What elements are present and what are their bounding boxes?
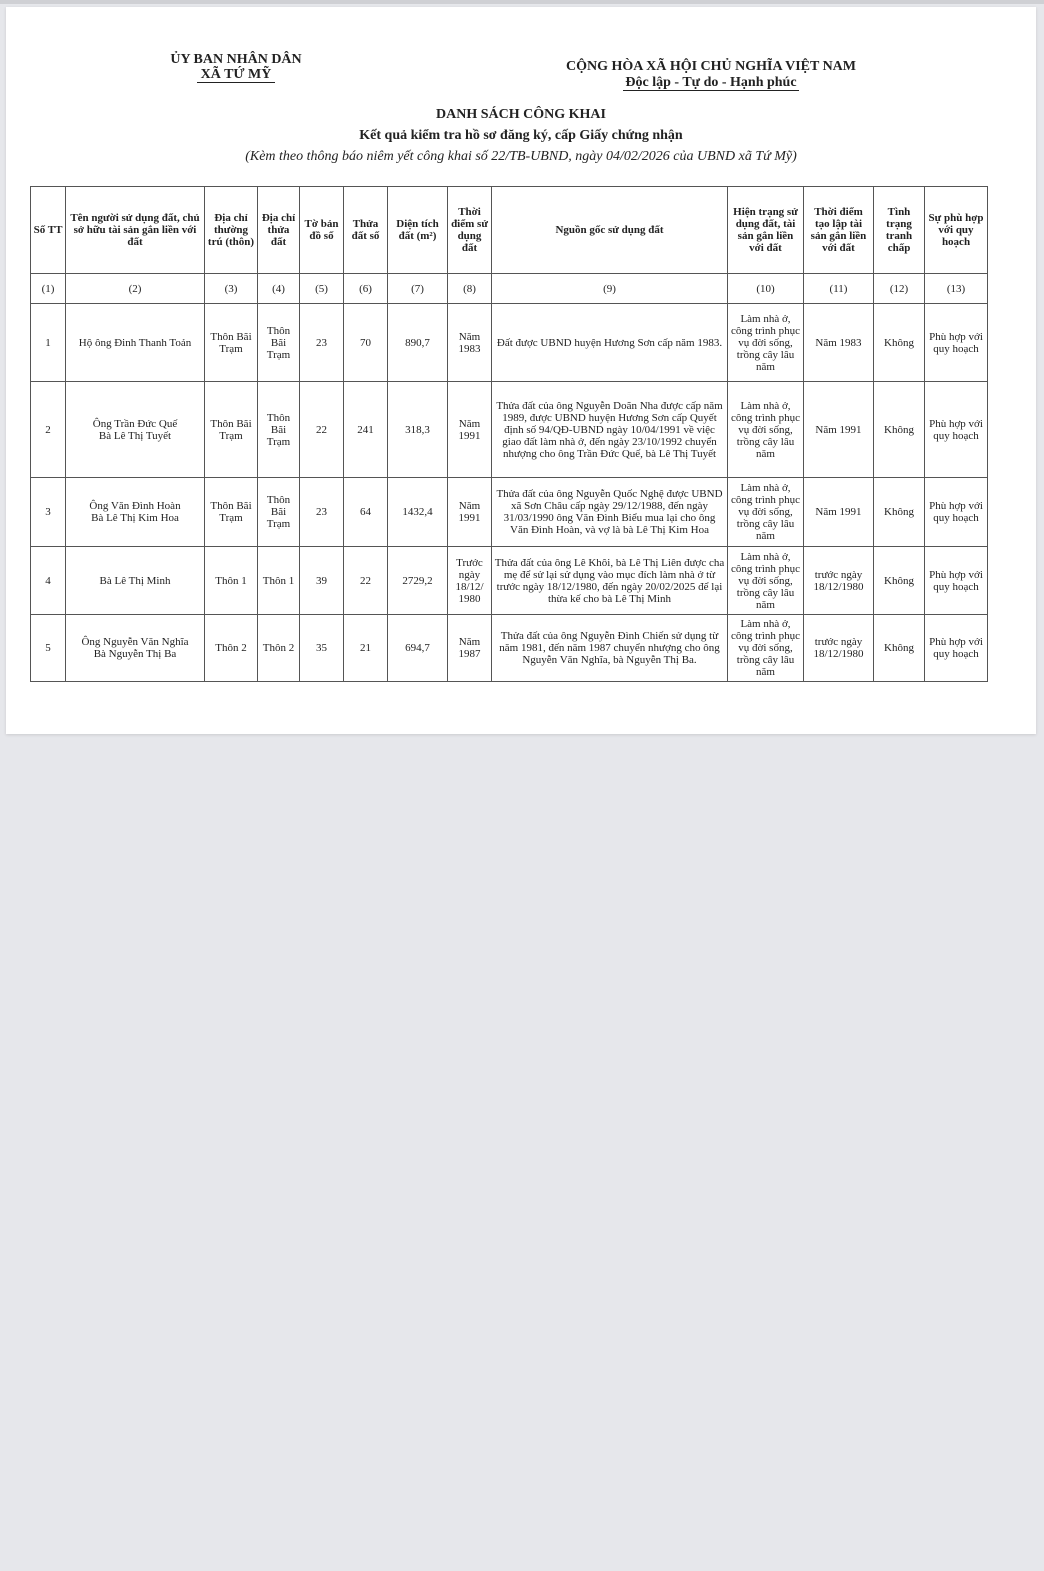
issuing-authority bbox=[146, 52, 326, 83]
owner-name: Ông Nguyễn Văn Nghĩa bbox=[81, 636, 189, 648]
cell-map-sheet: 22 bbox=[300, 382, 344, 478]
col-header-area: Diện tích đất (m²) bbox=[388, 187, 448, 274]
cell-origin: Thửa đất của ông Lê Khôi, bà Lê Thị Liên được cha mẹ để sử lại sử dụng vào mục đích làm nhà ở từ trước ngày 18/12/1980, đến ngày 20/02/2025 để lại thừa kế cho bà Lê Thị Minh bbox=[492, 547, 728, 615]
cell-parcel-address: Thôn Bãi Trạm bbox=[258, 478, 300, 547]
col-number: (11) bbox=[804, 274, 874, 304]
cell-dispute: Không bbox=[874, 547, 925, 615]
cell-owner bbox=[66, 304, 205, 382]
col-header-map-sheet: Tờ bản đồ số bbox=[300, 187, 344, 274]
col-header-dispute: Tình trạng tranh chấp bbox=[874, 187, 925, 274]
cell-time-of-use: Năm 1987 bbox=[448, 615, 492, 682]
cell-planning: Phù hợp với quy hoạch bbox=[925, 304, 988, 382]
col-number: (9) bbox=[492, 274, 728, 304]
cell-planning: Phù hợp với quy hoạch bbox=[925, 478, 988, 547]
cell-planning: Phù hợp với quy hoạch bbox=[925, 547, 988, 615]
col-header-current-use: Hiện trạng sử dụng đất, tài sản gắn liền với đất bbox=[728, 187, 804, 274]
owner-name: Hộ ông Đinh Thanh Toản bbox=[78, 336, 192, 349]
cell-map-sheet: 23 bbox=[300, 304, 344, 382]
national-motto bbox=[526, 59, 896, 91]
cell-owner bbox=[66, 547, 205, 615]
cell-owner bbox=[66, 478, 205, 547]
col-number: (12) bbox=[874, 274, 925, 304]
co-owner-name: Bà Lê Thị Tuyết bbox=[98, 429, 172, 442]
cell-parcel-no: 64 bbox=[344, 478, 388, 547]
cell-parcel-address: Thôn Bãi Trạm bbox=[258, 304, 300, 382]
col-header-stt: Số TT bbox=[31, 187, 66, 274]
cell-map-sheet: 35 bbox=[300, 615, 344, 682]
cell-owner bbox=[66, 382, 205, 478]
cell-address: Thôn 1 bbox=[205, 547, 258, 615]
col-header-time-of-use: Thời điểm sử dụng đất bbox=[448, 187, 492, 274]
col-header-address: Địa chỉ thường trú (thôn) bbox=[205, 187, 258, 274]
motto: Độc lập - Tự do - Hạnh phúc bbox=[625, 75, 797, 90]
col-number: (2) bbox=[66, 274, 205, 304]
col-number: (4) bbox=[258, 274, 300, 304]
col-number: (1) bbox=[31, 274, 66, 304]
document-page bbox=[6, 7, 1036, 734]
col-number: (6) bbox=[344, 274, 388, 304]
cell-area: 318,3 bbox=[388, 382, 448, 478]
col-header-parcel-no: Thửa đất số bbox=[344, 187, 388, 274]
col-number: (5) bbox=[300, 274, 344, 304]
cell-area: 2729,2 bbox=[388, 547, 448, 615]
cell-asset-time: trước ngày 18/12/1980 bbox=[804, 547, 874, 615]
public-list-table bbox=[30, 186, 988, 682]
col-header-planning: Sự phù hợp với quy hoạch bbox=[925, 187, 988, 274]
cell-stt: 1 bbox=[31, 304, 66, 382]
cell-parcel-address: Thôn 1 bbox=[258, 547, 300, 615]
cell-address: Thôn Bãi Trạm bbox=[205, 478, 258, 547]
co-owner-name: Bà Nguyễn Thị Ba bbox=[93, 648, 177, 660]
viewer-top-bar bbox=[0, 0, 1044, 4]
table-row bbox=[31, 304, 988, 382]
col-header-origin: Nguồn gốc sử dụng đất bbox=[492, 187, 728, 274]
col-header-asset-time: Thời điểm tạo lập tài sản gắn liền với đất bbox=[804, 187, 874, 274]
cell-planning: Phù hợp với quy hoạch bbox=[925, 382, 988, 478]
cell-owner bbox=[66, 615, 205, 682]
cell-origin: Thửa đất của ông Nguyễn Đình Chiến sử dụng từ năm 1981, đến năm 1987 chuyển nhượng cho ông Nguyễn Văn Nghĩa, bà Nguyễn Thị Ba. bbox=[492, 615, 728, 682]
column-number-row bbox=[31, 274, 988, 304]
cell-current-use: Làm nhà ở, công trình phục vụ đời sống, trồng cây lâu năm bbox=[728, 382, 804, 478]
cell-map-sheet: 23 bbox=[300, 478, 344, 547]
col-number: (10) bbox=[728, 274, 804, 304]
cell-parcel-address: Thôn Bãi Trạm bbox=[258, 382, 300, 478]
cell-time-of-use: Năm 1983 bbox=[448, 304, 492, 382]
col-number: (3) bbox=[205, 274, 258, 304]
cell-time-of-use: Trước ngày 18/12/ 1980 bbox=[448, 547, 492, 615]
cell-time-of-use: Năm 1991 bbox=[448, 382, 492, 478]
cell-dispute: Không bbox=[874, 615, 925, 682]
cell-asset-time: Năm 1991 bbox=[804, 382, 874, 478]
cell-current-use: Làm nhà ở, công trình phục vụ đời sống, trồng cây lâu năm bbox=[728, 478, 804, 547]
title-note: (Kèm theo thông báo niêm yết công khai số 22/TB-UBND, ngày 04/02/2026 của UBND xã Tứ Mỹ) bbox=[245, 149, 797, 164]
nation-name: CỘNG HÒA XÃ HỘI CHỦ NGHĨA VIỆT NAM bbox=[565, 59, 856, 74]
table-row bbox=[31, 547, 988, 615]
cell-parcel-address: Thôn 2 bbox=[258, 615, 300, 682]
cell-parcel-no: 22 bbox=[344, 547, 388, 615]
owner-name: Ông Văn Đình Hoàn bbox=[89, 500, 181, 512]
cell-parcel-no: 241 bbox=[344, 382, 388, 478]
cell-stt: 2 bbox=[31, 382, 66, 478]
col-number: (7) bbox=[388, 274, 448, 304]
cell-area: 890,7 bbox=[388, 304, 448, 382]
cell-planning: Phù hợp với quy hoạch bbox=[925, 615, 988, 682]
table-row bbox=[31, 478, 988, 547]
cell-area: 694,7 bbox=[388, 615, 448, 682]
cell-dispute: Không bbox=[874, 382, 925, 478]
col-header-parcel-address: Địa chỉ thửa đất bbox=[258, 187, 300, 274]
cell-dispute: Không bbox=[874, 304, 925, 382]
cell-origin: Thửa đất của ông Nguyễn Doãn Nha được cấp năm 1989, được UBND huyện Hương Sơn cấp Quyết định số 94/QĐ-UBND ngày 10/04/1991 về việc giao đất làm nhà ở, đến ngày 23/10/1992 chuyển nhượng cho ông Trần Đức Quế, bà Lê Thị Tuyết bbox=[492, 382, 728, 478]
cell-current-use: Làm nhà ở, công trình phục vụ đời sống, trồng cây lâu năm bbox=[728, 547, 804, 615]
title-main: DANH SÁCH CÔNG KHAI bbox=[436, 107, 606, 122]
cell-parcel-no: 21 bbox=[344, 615, 388, 682]
cell-current-use: Làm nhà ở, công trình phục vụ đời sống, trồng cây lâu năm bbox=[728, 615, 804, 682]
cell-time-of-use: Năm 1991 bbox=[448, 478, 492, 547]
cell-origin: Thửa đất của ông Nguyễn Quốc Nghệ được UBND xã Sơn Châu cấp ngày 29/12/1988, đến ngày 31/03/1990 ông Văn Đình Biểu mua lại cho ông Văn Đình Hoàn, và vợ là bà Lê Thị Kim Hoa bbox=[492, 478, 728, 547]
cell-current-use: Làm nhà ở, công trình phục vụ đời sống, trồng cây lâu năm bbox=[728, 304, 804, 382]
owner-name: Ông Trần Đức Quế bbox=[92, 417, 178, 430]
cell-stt: 5 bbox=[31, 615, 66, 682]
col-number: (13) bbox=[925, 274, 988, 304]
cell-area: 1432,4 bbox=[388, 478, 448, 547]
cell-stt: 3 bbox=[31, 478, 66, 547]
table-row bbox=[31, 615, 988, 682]
cell-parcel-no: 70 bbox=[344, 304, 388, 382]
cell-address: Thôn Bãi Trạm bbox=[205, 382, 258, 478]
cell-address: Thôn 2 bbox=[205, 615, 258, 682]
cell-dispute: Không bbox=[874, 478, 925, 547]
cell-asset-time: trước ngày 18/12/1980 bbox=[804, 615, 874, 682]
cell-map-sheet: 39 bbox=[300, 547, 344, 615]
table-header-row bbox=[31, 187, 988, 274]
org-name: ỦY BAN NHÂN DÂN bbox=[170, 52, 302, 67]
title-sub: Kết quả kiểm tra hồ sơ đăng ký, cấp Giấy chứng nhận bbox=[359, 128, 683, 143]
co-owner-name: Bà Lê Thị Kim Hoa bbox=[91, 512, 179, 524]
col-header-owner: Tên người sử dụng đất, chủ sở hữu tài sản gắn liền với đất bbox=[66, 187, 205, 274]
cell-stt: 4 bbox=[31, 547, 66, 615]
col-number: (8) bbox=[448, 274, 492, 304]
document-title bbox=[6, 104, 1036, 167]
cell-origin: Đất được UBND huyện Hương Sơn cấp năm 1983. bbox=[492, 304, 728, 382]
cell-asset-time: Năm 1991 bbox=[804, 478, 874, 547]
commune-name: XÃ TỨ MỸ bbox=[197, 68, 276, 83]
table-row bbox=[31, 382, 988, 478]
cell-address: Thôn Bãi Trạm bbox=[205, 304, 258, 382]
cell-asset-time: Năm 1983 bbox=[804, 304, 874, 382]
owner-name: Bà Lê Thị Minh bbox=[99, 574, 171, 587]
